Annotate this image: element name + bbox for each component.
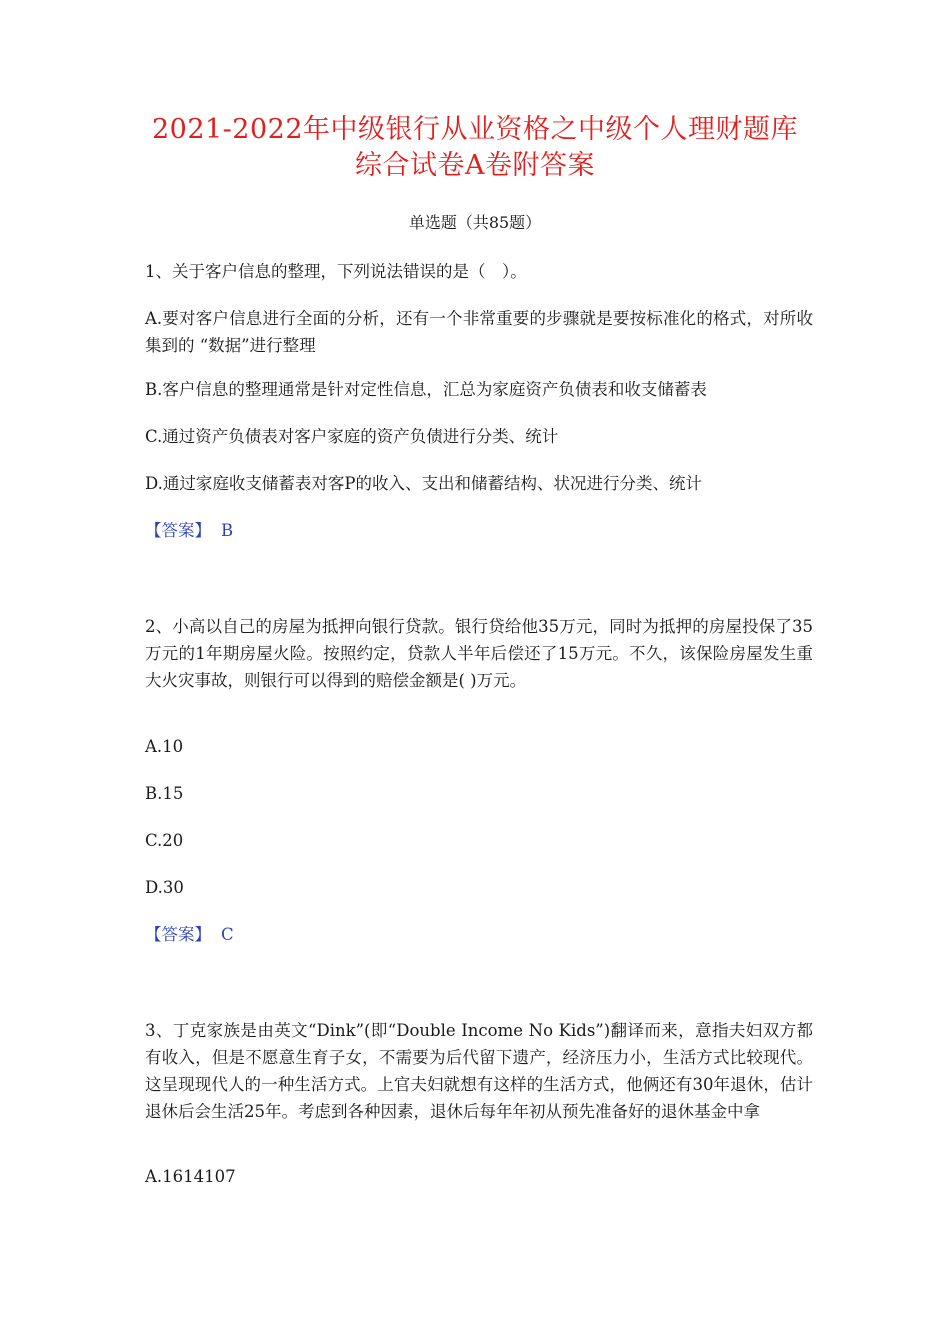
question-1-stem: 1、关于客户信息的整理，下列说法错误的是（ ）。 (145, 262, 527, 281)
question-1-option-d: D.通过家庭收支储蓄表对客P的收入、支出和储蓄结构、状况进行分类、统计 (145, 474, 702, 493)
question-1-option-c: C.通过资产负债表对客户家庭的资产负债进行分类、统计 (145, 427, 559, 446)
question-2-option-c: C.20 (145, 831, 184, 850)
question-1-answer (145, 518, 233, 544)
question-2-answer (145, 922, 234, 948)
question-2-option-b: B.15 (145, 784, 184, 803)
question-1-option-a: A.要对客户信息进行全面的分析，还有一个非常重要的步骤就是要按标准化的格式，对所收集到的 “数据”进行整理 (145, 309, 813, 355)
section-heading: 单选题（共85题） (408, 213, 542, 232)
answer-value: B (221, 521, 234, 540)
question-3-option-a: A.1614107 (145, 1167, 236, 1186)
answer-label: 【答案】 (145, 521, 211, 540)
answer-label: 【答案】 (145, 925, 211, 944)
question-2-stem: 2、小高以自己的房屋为抵押向银行贷款。银行贷给他35万元，同时为抵押的房屋投保了35万元的1年期房屋火险。按照约定，贷款人半年后偿还了15万元。不久，该保险房屋发生重大火灾事故，则银行可以得到的赔偿金额是( )万元。 (145, 617, 813, 690)
document-title-line-2: 综合试卷A卷附答案 (355, 150, 595, 181)
question-2-option-d: D.30 (145, 878, 184, 897)
question-2-option-a: A.10 (145, 737, 184, 756)
question-3-stem: 3、丁克家族是由英文“Dink”(即“Double Income No Kids”)翻译而来，意指夫妇双方都有收入，但是不愿意生育子女，不需要为后代留下遗产，经济压力小，生活方式比较现代。这呈现现代人的一种生活方式。上官夫妇就想有这样的生活方式，他俩还有30年退休，估计退休后会生活25年。考虑到各种因素，退休后每年年初从预先准备好的退休基金中拿 (145, 1021, 813, 1121)
answer-value: C (221, 925, 234, 944)
question-1-option-b: B.客户信息的整理通常是针对定性信息，汇总为家庭资产负债表和收支储蓄表 (145, 380, 707, 399)
document-title-line-1: 2021-2022年中级银行从业资格之中级个人理财题库 (151, 114, 799, 145)
